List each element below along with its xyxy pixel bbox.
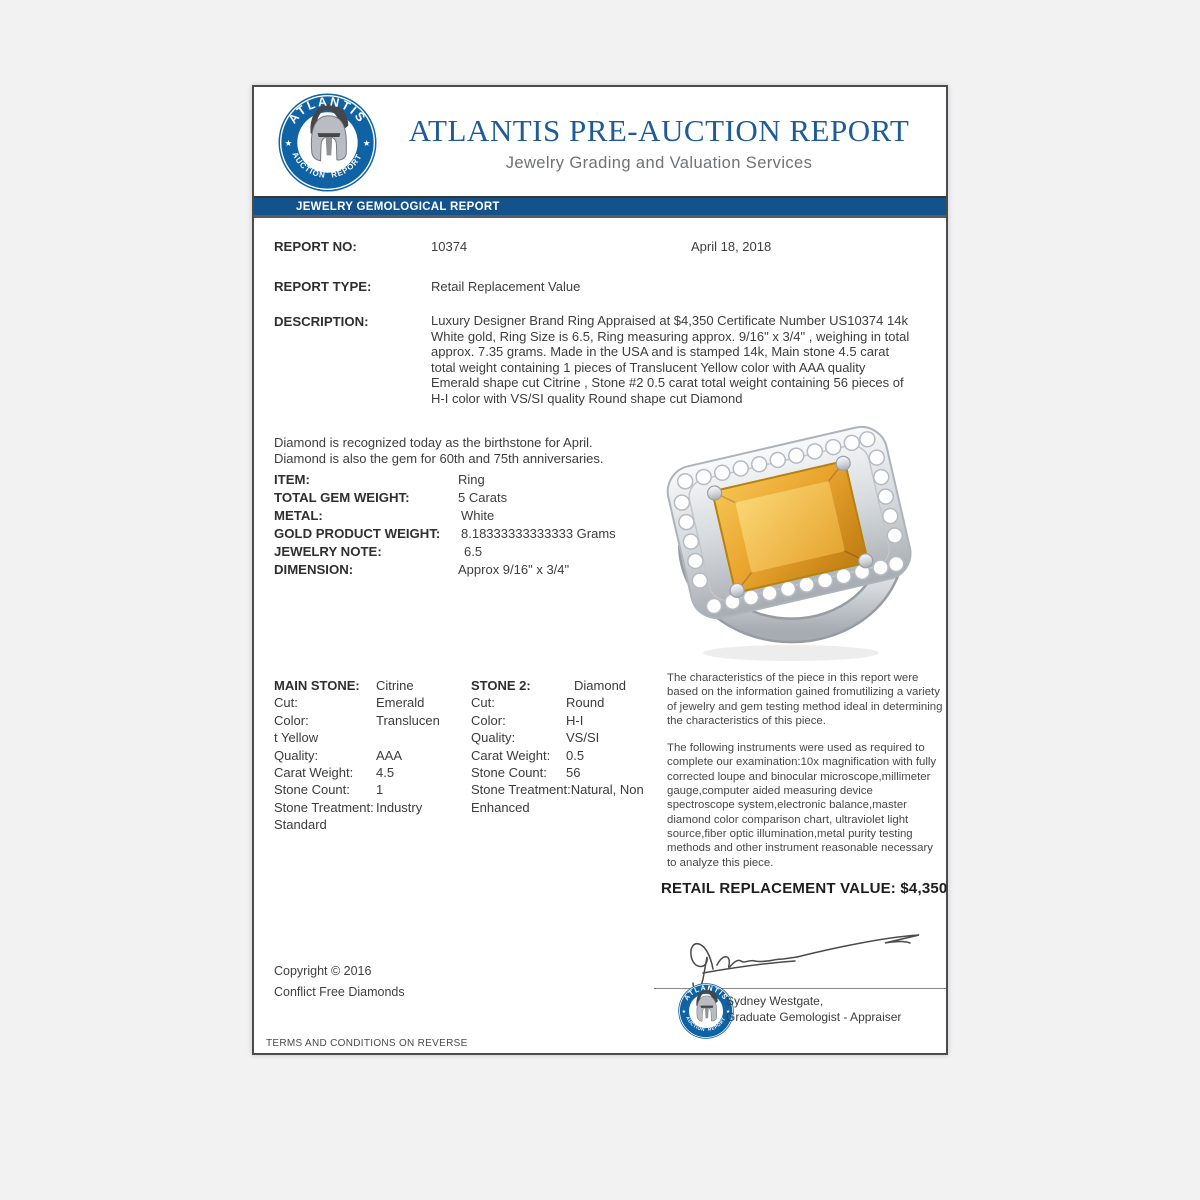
stone-value: Industry [376,799,423,815]
stone-label: Carat Weight: [471,747,551,763]
report-no-value: 10374 [431,239,468,254]
description-text: Luxury Designer Brand Ring Appraised at $4,350 Certificate Number US10374 14k White gold, Ring Size is 6.5, Ring measuring approx. 9/16" x 3/4" , weighing in total approx. 7.35 grams. Made in the USA and is stamped 14k, Main stone 4.5 carat total weight containing 1 pieces of Translucent Yellow color with AAA quality Emerald shape cut Citrine , Stone #2 0.5 carat total weight containing 56 pieces of H-I color with VS/SI quality Round shape cut Diamond [431,313,910,406]
spec-row-jewelry-note [274,543,616,561]
report-title: ATLANTIS PRE-AUCTION REPORT [408,113,910,148]
stone-label: Cut: [471,695,495,711]
appraiser-title: Graduate Gemologist - Appraiser [726,1010,902,1024]
gemological-report-band [254,196,946,218]
stone2-cut-row [471,694,644,711]
main-stone-count-row [274,781,440,798]
report-subtitle: Jewelry Grading and Valuation Services [505,154,813,172]
stone-value: Diamond [574,678,627,693]
stone2-color-row [471,712,644,729]
tagline-line: Conflict Free Diamonds [274,985,405,999]
stone-label: MAIN STONE: [274,678,360,693]
stone-value-cont: Standard [274,817,327,833]
appraiser-name: Sydney Westgate, [726,994,824,1008]
stone2-header-row [471,677,644,694]
characteristics-paragraph-1: The characteristics of the piece in this report were based on the information gained fromutilizing a variety of jewelry and gem testing method ideal in determining the characteristics of this piece. [667,672,943,727]
spec-label: JEWELRY NOTE: [274,544,382,559]
characteristics-section [667,671,943,883]
report-page [252,85,948,1055]
stone2-carat-row [471,747,644,764]
spec-label: TOTAL GEM WEIGHT: [274,490,410,505]
spec-label: ITEM: [274,472,310,487]
stone-value: AAA [376,747,403,763]
main-stone-treatment-cont-row [274,816,440,833]
stone2-count-row [471,764,644,781]
spec-label: GOLD PRODUCT WEIGHT: [274,526,441,541]
stone-label: Stone Treatment: [274,799,374,815]
spec-value: 6.5 [464,544,483,559]
spec-label: DIMENSION: [274,562,354,577]
stone-value: Citrine [376,678,414,693]
stone-value: Emerald [376,695,425,711]
stone-label: Stone Count: [471,765,547,781]
stone-value: Natural, Non [570,782,644,798]
stone-label: Stone Treatment: [471,782,571,798]
spec-row-gold-product-weight [274,525,616,543]
main-stone-color-cont-row [274,729,440,746]
stone2-quality-row [471,729,644,746]
birthstone-note-line2: Diamond is also the gem for 60th and 75th anniversaries. [274,451,604,466]
birthstone-note-line1: Diamond is recognized today as the birthstone for April. [274,435,593,450]
spec-row-metal [274,507,616,525]
item-spec-table [274,471,616,579]
spec-value: Approx 9/16" x 3/4" [458,562,570,577]
retail-replacement-value: RETAIL REPLACEMENT VALUE: $4,350 [661,880,948,897]
description-label: DESCRIPTION: [274,314,369,329]
stone-label: Carat Weight: [274,765,354,781]
spec-value: 5 Carats [458,490,508,505]
terms-footer: TERMS AND CONDITIONS ON REVERSE [266,1038,468,1049]
spec-value: White [461,508,495,523]
main-stone-quality-row [274,747,440,764]
report-date: April 18, 2018 [691,239,772,254]
characteristics-paragraph-2: The following instruments were used as required to complete our examination:10x magnification with fully corrected loupe and binocular microscope,millimeter gauge,computer aided measuring device spectroscope system,electronic balance,master diamond color comparison chart, ultraviolet light source,fiber optic illumination,metal purity testing methods and other instrument reasonable necessary to analyze this piece. [667,742,937,869]
stone-label: Cut: [274,695,298,711]
stone-value: 4.5 [376,765,395,781]
stone-value: 56 [566,765,581,781]
main-stone-header-row [274,677,440,694]
stone-value: 1 [376,782,384,798]
stone-value-cont: t Yellow [274,730,319,746]
stone-label: Quality: [274,747,319,763]
stone-value: VS/SI [566,730,600,746]
report-no-label: REPORT NO: [274,239,357,254]
main-stone-table [274,677,440,834]
birthstone-note [274,435,604,467]
main-stone-color-row [274,712,440,729]
stone-value: 0.5 [566,747,585,763]
main-stone-cut-row [274,694,440,711]
spec-row-item [274,471,616,489]
spec-label: METAL: [274,508,323,523]
stone-label: Color: [274,712,309,728]
report-header [254,87,946,196]
stone2-treatment-cont-row [471,799,644,816]
stone-value: Round [566,695,605,711]
ring-photo [639,417,944,667]
stone-label: Stone Count: [274,782,350,798]
report-type-label: REPORT TYPE: [274,279,372,294]
atlantis-logo [278,93,377,192]
stone-value: Translucen [376,712,440,728]
stone-value: H-I [566,712,584,728]
main-stone-treatment-row [274,799,440,816]
spec-value: 8.18333333333333 Grams [461,526,616,541]
spec-value: Ring [458,472,485,487]
stone-value-cont: Enhanced [471,799,530,815]
copyright-line: Copyright © 2016 [274,964,372,978]
spec-row-dimension [274,561,616,579]
stone2-table [471,677,644,816]
main-stone-carat-row [274,764,440,781]
report-type-value: Retail Replacement Value [431,279,581,294]
stone-label: Color: [471,712,506,728]
stone2-treatment-row [471,781,644,798]
spec-row-total-gem-weight [274,489,616,507]
stone-label: STONE 2: [471,678,531,693]
stone-label: Quality: [471,730,516,746]
gemological-report-band-label: JEWELRY GEMOLOGICAL REPORT [296,201,500,213]
